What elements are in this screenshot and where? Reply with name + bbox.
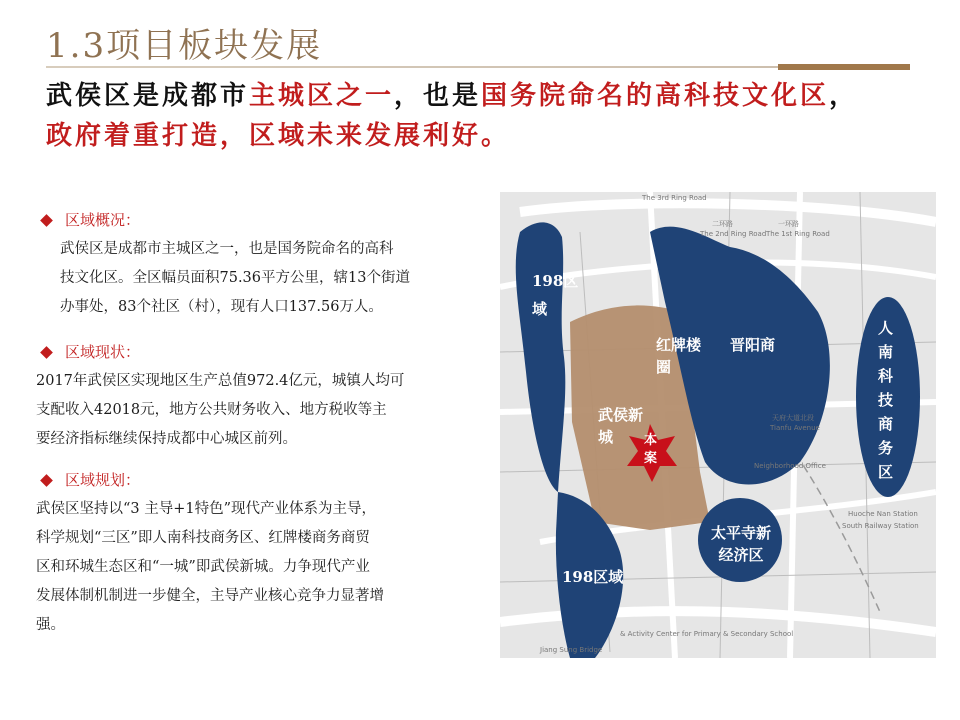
zone-label-line: 圈 — [656, 358, 672, 376]
section-heading — [36, 338, 488, 367]
section-line: 要经济指标继续保持成都中心城区前列。 — [36, 431, 297, 447]
district-map — [500, 192, 936, 658]
section-line: 技文化区。全区幅员面积75.36平方公里，辖13个街道 — [60, 270, 410, 286]
diamond-bullet-icon — [40, 346, 53, 359]
zone-wuhou-label — [598, 404, 643, 448]
title-divider-accent — [778, 64, 910, 70]
section-line: 发展体制机制进一步健全，主导产业核心竞争力显著增 — [36, 588, 384, 604]
map-road-label: The 2nd Ring Road — [700, 230, 767, 238]
section-planning — [36, 466, 488, 640]
zone-rennan-label — [878, 316, 898, 484]
map-road-label: 一环路 — [778, 220, 799, 228]
zone-198-north-label — [532, 270, 578, 320]
headline-highlight-3: 政府着重打造，区域未来发展利好。 — [46, 121, 511, 151]
zone-label-line: 经济区 — [718, 546, 764, 564]
diamond-bullet-icon — [40, 474, 53, 487]
headline-part-2: ，也是 — [394, 81, 482, 111]
project-marker-label — [644, 432, 657, 468]
headline-part-1: 武侯区是成都市 — [46, 81, 250, 111]
zone-label-line: 红牌楼 — [656, 336, 702, 354]
section-line: 支配收入42018元，地方公共财务收入、地方税收等主 — [36, 402, 387, 418]
headline-part-3: ， — [829, 81, 859, 111]
zone-label-line: 城 — [598, 428, 614, 446]
zone-jinyang-label: 晋阳商 — [730, 336, 776, 354]
zone-label-line: 198区 — [532, 272, 579, 290]
section-overview — [36, 206, 488, 322]
map-poi-label: Jiang Sung Bridge — [540, 646, 603, 654]
zone-label-char: 南 — [878, 343, 894, 361]
zone-taipingsi-label — [708, 522, 774, 566]
map-road-label: Tianfu Avenue — [770, 424, 820, 432]
zone-label-line: 武侯新 — [598, 406, 644, 424]
section-heading-text: 区域规划： — [65, 471, 141, 489]
map-poi-label: & Activity Center for Primary & Secondary School — [620, 630, 794, 638]
section-heading — [36, 466, 488, 495]
map-road-label: The 1st Ring Road — [766, 230, 830, 238]
headline — [46, 76, 926, 156]
diamond-bullet-icon — [40, 214, 53, 227]
section-line: 科学规划“三区”即人南科技商务区、红牌楼商务商贸 — [36, 530, 370, 546]
section-heading — [36, 206, 488, 235]
zone-hongpailou-label — [656, 334, 701, 378]
zone-198-south-label: 198区域 — [562, 568, 624, 586]
section-line: 办事处，83个社区（村），现有人口137.56万人。 — [60, 299, 383, 315]
headline-highlight-2: 国务院命名的高科技文化区 — [481, 81, 830, 111]
section-line: 强。 — [36, 617, 65, 633]
zone-label-line: 域 — [532, 300, 548, 318]
headline-highlight-1: 主城区之一 — [249, 81, 395, 111]
map-station-label: Huoche Nan Station — [848, 510, 918, 518]
zone-label-line: 太平寺新 — [710, 524, 771, 542]
page-title: 1.3项目板块发展 — [46, 26, 323, 66]
section-line: 武侯区是成都市主城区之一，也是国务院命名的高科 — [60, 241, 394, 257]
section-line: 武侯区坚持以“3 主导+1特色”现代产业体系为主导， — [36, 501, 377, 517]
zone-label-char: 技 — [878, 391, 894, 409]
section-line: 2017年武侯区实现地区生产总值972.4亿元，城镇人均可 — [36, 373, 405, 389]
zone-label-char: 务 — [878, 439, 894, 457]
section-line: 区和环城生态区和“一城”即武侯新城。力争现代产业 — [36, 559, 370, 575]
zone-label-line: 案 — [644, 451, 658, 466]
map-graphic — [500, 192, 936, 658]
map-road-label: The 3rd Ring Road — [642, 194, 707, 202]
map-office-label: Neighborhood Office — [754, 462, 826, 470]
zone-label-char: 人 — [878, 319, 894, 337]
section-heading-text: 区域现状： — [65, 343, 141, 361]
zone-label-char: 商 — [878, 415, 894, 433]
section-heading-text: 区域概况： — [65, 211, 141, 229]
section-status — [36, 338, 488, 454]
zone-label-char: 科 — [878, 367, 894, 385]
zone-label-line: 本 — [644, 433, 658, 448]
map-station-label: South Railway Station — [842, 522, 919, 530]
map-road-label: 天府大道北段 — [772, 414, 814, 422]
map-road-label: 二环路 — [712, 220, 733, 228]
zone-label-char: 区 — [878, 463, 894, 481]
